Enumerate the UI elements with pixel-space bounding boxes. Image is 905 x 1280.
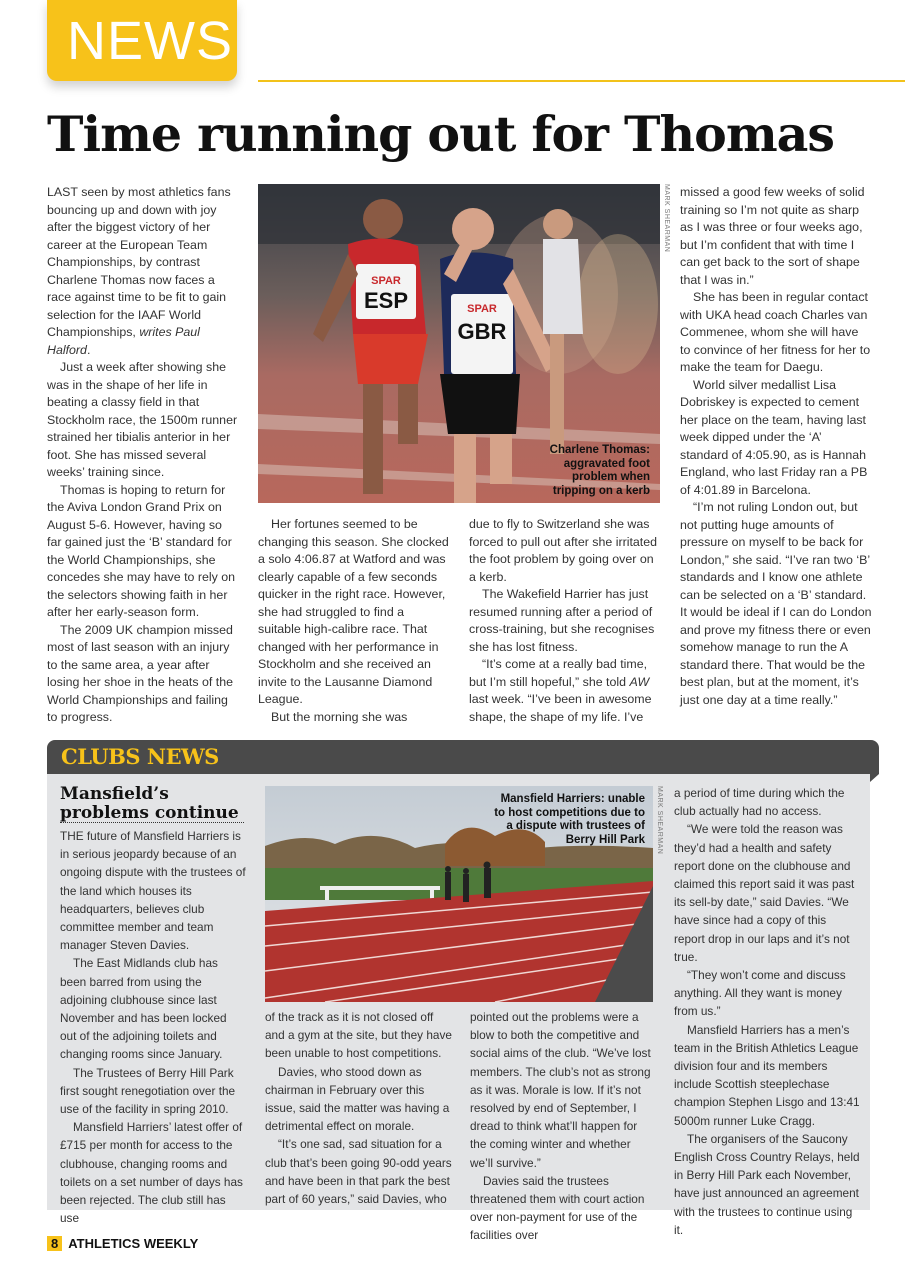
paragraph: World silver medallist Lisa Dobriskey is expected to cement her place on the team, having last week dipped under the ‘A’ standard of 4:05.90, as is Hannah England, who last Friday ran a PB of 4:01.89 in Barcelona. [680, 377, 868, 497]
paragraph: Thomas is hoping to return for the Aviva London Grand Prix on August 5-6. However, having so far gained just the ‘B’ standard for the World Championships, she concedes she may have to rely on the selectors showing faith in her after her early-season form. [47, 482, 236, 619]
photo-credit: MARK SHEARMAN [656, 786, 663, 855]
paragraph: She has been in regular contact with UKA head coach Charles van Commenee, whom she will have to convince of her fitness for her to make the team for Daegu. [680, 290, 871, 374]
paragraph: Davies said the trustees threatened them with court action over non-payment for use of the facilities over [470, 1173, 645, 1243]
paragraph: due to fly to Switzerland she was forced to pull out after she irritated the foot problem by going over on a kerb. [469, 517, 658, 584]
paragraph: The 2009 UK champion missed most of last season with an injury to the same area, a year after losing her shoe in the heats of the World Championships and failing to progress. [47, 622, 233, 724]
paragraph: a period of time during which the club actually had no access. [674, 786, 845, 819]
paragraph: The East Midlands club has been barred from using the adjoining clubhouse since last November and has been locked out of the adjoining toilets and changing rooms since January. [60, 956, 227, 1062]
paragraph: “They won’t come and discuss anything. All they want is money from us.” [674, 968, 846, 1019]
clubs-headline: Mansfield’s problems continue [60, 784, 239, 823]
paragraph: “I’m not ruling London out, but not putting huge amounts of pressure on myself to be back for London,” she said. “I’ve ran two ‘B’ standards and I know one athlete can be selected on a ‘B’ standard. It would be ideal if I can do London and prove my fitness there or even somehow manage to run the A standard there. That would be the best plan, but at the moment, it’s just one day at a time really.” [680, 500, 872, 707]
paragraph: Her fortunes seemed to be changing this season. She clocked a solo 4:06.87 at Watford and was clearly capable of a few seconds quicker in the right race. However, she had struggled to find a suitable high-calibre race. That changed with her performance in Stockholm and she received an invite to the Lausanne Diamond League. [258, 517, 449, 706]
clubs-news-bar [47, 740, 879, 774]
section-tab [47, 0, 237, 81]
page-number: 8 [47, 1236, 62, 1251]
article-column-3 [469, 516, 661, 726]
paragraph: THE future of Mansfield Harriers is in serious jeopardy because of an ongoing dispute with the trustees of the land which houses its headquarters, believes club committee member and team manager Steven Davies. [60, 829, 246, 953]
paragraph: “It’s come at a really bad time, but I’m still hopeful,” she told AW last week. “I’ve been in awesome shape, the shape of my life. I’ve [469, 657, 652, 724]
paragraph: But the morning she was [271, 709, 408, 724]
svg-text:ESP: ESP [363, 288, 409, 313]
svg-text:SPAR: SPAR [467, 303, 497, 315]
photo-credit: MARK SHEARMAN [663, 184, 670, 253]
page-footer [47, 1236, 198, 1251]
paragraph: Just a week after showing she was in the shape of her life in beating a classy field in that Stockholm race, the 1500m runner strained her tibialis anterior in her foot. She has missed several weeks’ training since. [47, 360, 238, 479]
track-photo-caption: Mansfield Harriers: unable to host competitions due to a dispute with trustees of Berry Hill Park [494, 793, 645, 846]
headline-underline [60, 822, 244, 823]
header-rule [258, 80, 905, 82]
paragraph: The Trustees of Berry Hill Park first sought renegotiation over the use of the facility in spring 2010. [60, 1065, 236, 1117]
paragraph: The Wakefield Harrier has just resumed running after a period of cross-training, but she recognises she has lost fitness. [469, 587, 655, 654]
paragraph: Mansfield Harriers’ latest offer of £715 per month for access to the clubhouse, changing rooms and toilets on a set number of days has been rejected. The club still has use [60, 1120, 243, 1226]
paragraph: “We were told the reason was they’d had a health and safety report done on the clubhouse and claimed this report said it was past its sell-by date,” said Davies. “We have since had a copy of this report drop in our laps and it’s not true. [674, 822, 855, 964]
section-tab-label: NEWS [67, 11, 233, 71]
paragraph: of the track as it is not closed off and a gym at the site, but they have been unable to host competitions. [265, 1010, 452, 1061]
article-headline: Time running out for Thomas [47, 105, 835, 163]
bar-corner [870, 774, 879, 782]
magazine-name: ATHLETICS WEEKLY [68, 1236, 199, 1251]
clubs-column-3 [470, 1008, 656, 1245]
paragraph: missed a good few weeks of solid training so I’m not quite as sharp as I was three or four weeks ago, but I’m confident that with time I can get back to the sort of shape that I was in.” [680, 185, 865, 287]
paragraph: LAST seen by most athletics fans bouncing up and down with joy after the biggest victory of her career at the European Team Championships, by contrast Charlene Thomas now faces a race against time to be fit to gain selection for the IAAF World Championships, writes Paul Halford. [47, 185, 231, 357]
article-column-4 [680, 184, 872, 709]
article-column-2 [258, 516, 450, 726]
clubs-column-1 [60, 827, 246, 1227]
paragraph: pointed out the problems were a blow to both the competitive and social aims of the club. “We’ve lost members. The club’s not as strong as it was. Morale is low. If it’s not resolved by end of September, I dread to think what’ll happen for the coming winter and whether we’ll survive.” [470, 1010, 651, 1170]
paragraph: The organisers of the Saucony English Cross Country Relays, held in Berry Hill Park each November, have just announced an agreement with the trustees to continue using it. [674, 1131, 860, 1237]
clubs-news-title: CLUBS NEWS [61, 744, 219, 769]
paragraph: Davies, who stood down as chairman in February over this issue, said the matter was having a detrimental effect on morale. [265, 1064, 450, 1134]
clubs-column-4 [674, 784, 860, 1239]
article-column-1 [47, 184, 239, 727]
main-photo-caption: Charlene Thomas: aggravated foot problem when tripping on a kerb [549, 444, 650, 497]
paragraph: “It’s one sad, sad situation for a club that’s been going 90-odd years and have been in that park the best part of 60 years,” said Davies, who [265, 1137, 452, 1207]
svg-text:SPAR: SPAR [371, 275, 401, 287]
clubs-column-2 [265, 1008, 455, 1208]
paragraph: Mansfield Harriers has a men’s team in the British Athletics League division four and its members include Scottish steeplechase champion Stephen Lisgo and 13:41 5000m runner Luke Cragg. [674, 1022, 860, 1128]
svg-text:GBR: GBR [457, 319, 507, 344]
